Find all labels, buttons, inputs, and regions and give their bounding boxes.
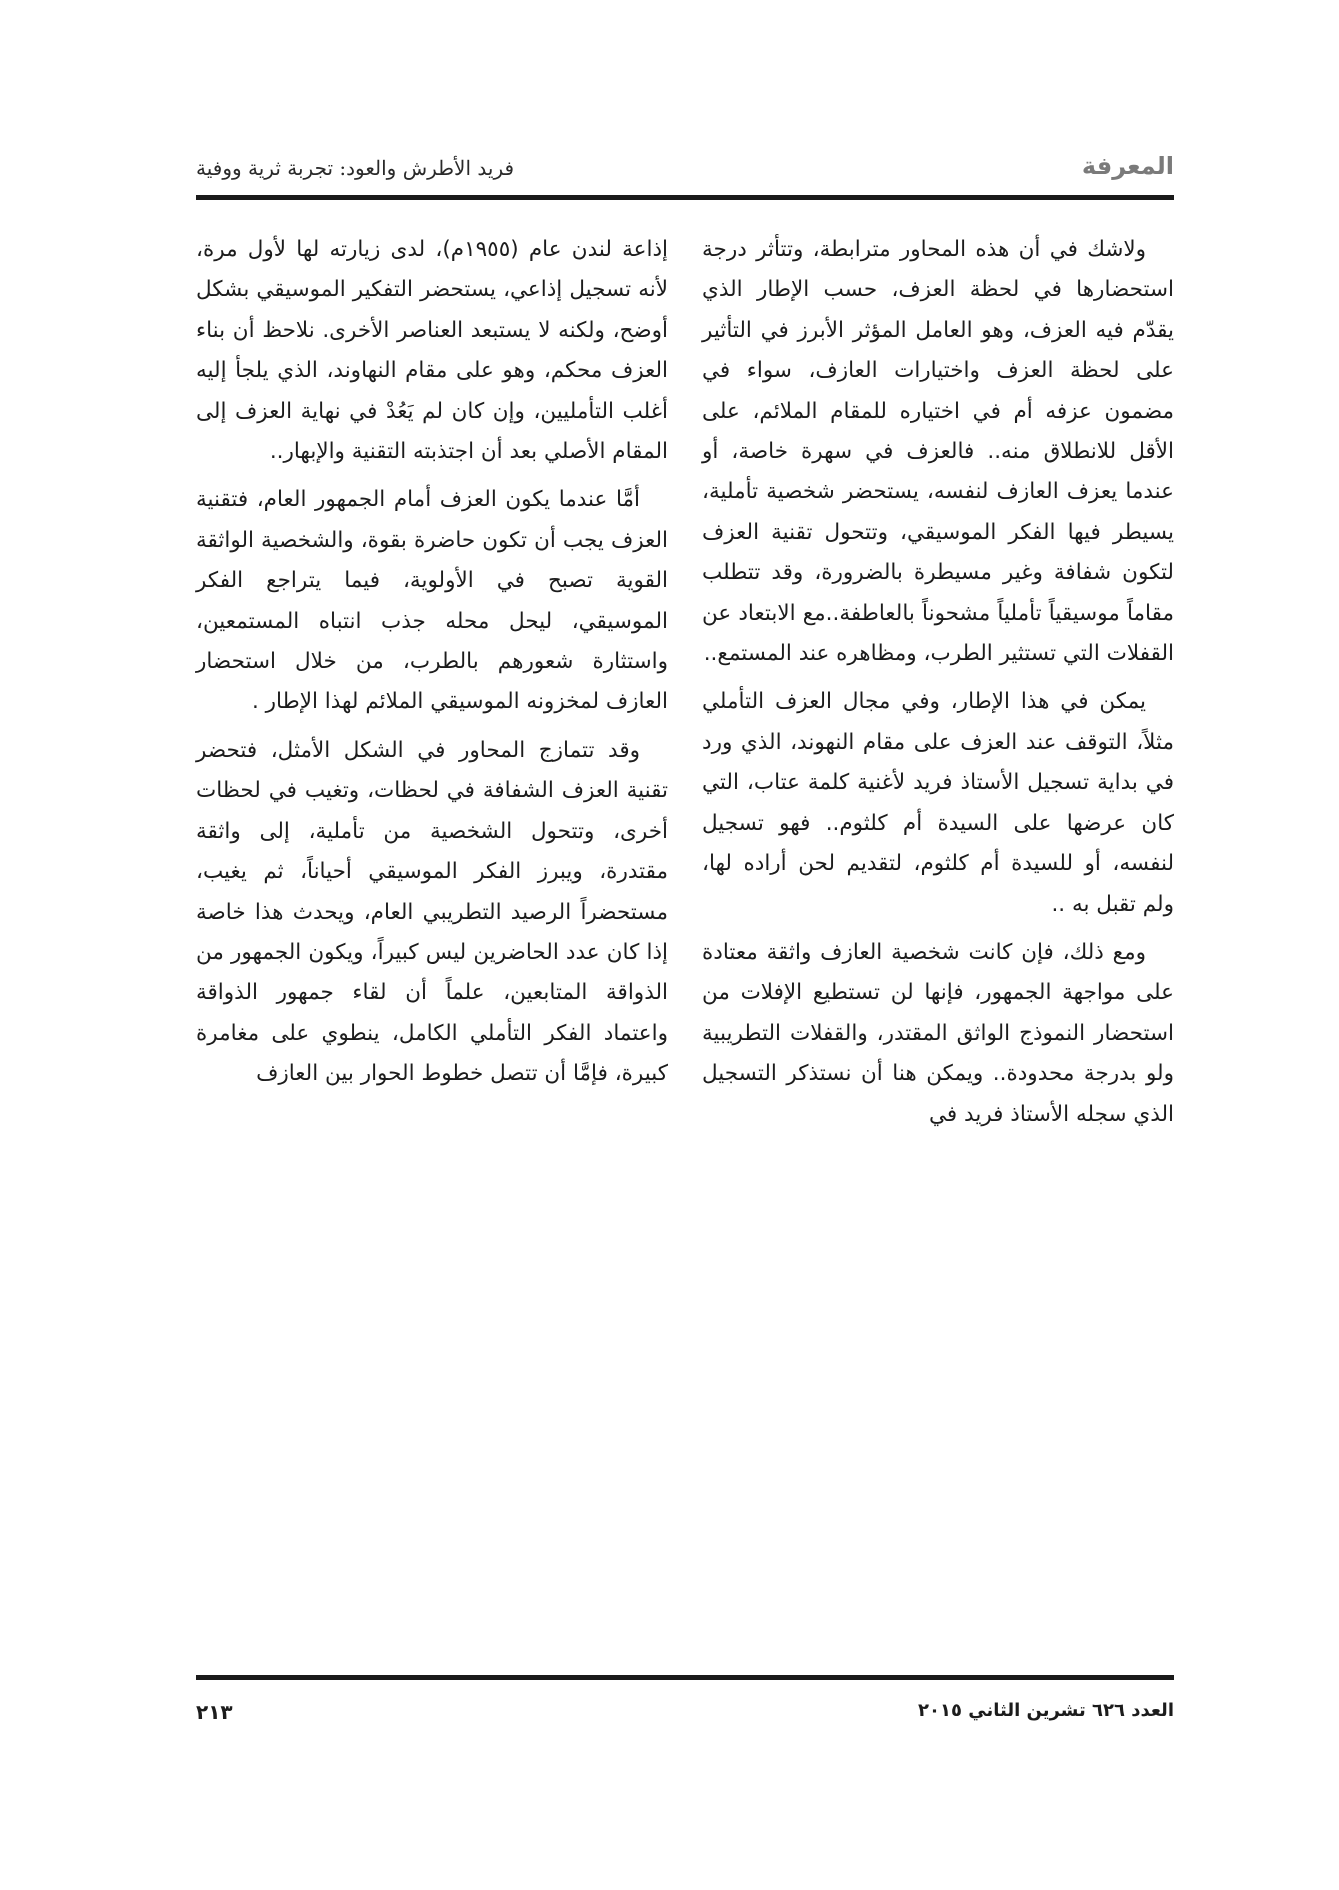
journal-logo: المعرفة	[1081, 152, 1174, 180]
text-column-left	[196, 230, 668, 1103]
text-column-right	[702, 230, 1174, 1143]
paragraph: ومع ذلك، فإن كانت شخصية العازف واثقة معتادة على مواجهة الجمهور، فإنها لن تستطيع الإفلات من استحضار النموذج الواثق المقتدر، والقفلات التطريبية ولو بدرجة محدودة.. ويمكن هنا أن نستذكر التسجيل الذي سجله الأستاذ فريد في	[702, 939, 1174, 1127]
issue-info: العدد ٦٢٦ تشرين الثاني ٢٠١٥	[918, 1700, 1174, 1721]
paragraph: وقد تتمازج المحاور في الشكل الأمثل، فتحضر تقنية العزف الشفافة في لحظات، وتغيب في لحظات أخرى، وتتحول الشخصية من تأملية، إلى واثقة مقتدرة، ويبرز الفكر الموسيقي أحياناً، ثم يغيب، مستحضراً الرصيد التطريبي العام، ويحدث هذا خاصة إذا كان عدد الحاضرين ليس كبيراً، ويكون الجمهور من الذواقة المتابعين، علماً أن لقاء جمهور الذواقة واعتماد الفكر التأملي الكامل، ينطوي على مغامرة كبيرة، فإمَّا أن تتصل خطوط الحوار بين العازف	[196, 737, 668, 1087]
page-footer	[196, 1700, 1174, 1730]
paragraph: يمكن في هذا الإطار، وفي مجال العزف التأملي مثلاً، التوقف عند العزف على مقام النهوند، الذي ورد في بداية تسجيل الأستاذ فريد لأغنية كلمة عتاب، التي كان عرضها على السيدة أم كلثوم.. فهو تسجيل لنفسه، أو للسيدة أم كلثوم، لتقديم لحن أراده لها، ولم تقبل به ..	[702, 689, 1174, 917]
paragraph: أمَّا عندما يكون العزف أمام الجمهور العام، فتقنية العزف يجب أن تكون حاضرة بقوة، والشخصية الواثقة القوية تصبح في الأولوية، فيما يتراجع الفكر الموسيقي، ليحل محله جذب انتباه المستمعين، واستثارة شعورهم بالطرب، من خلال استحضار العازف لمخزونه الموسيقي الملائم لهذا الإطار .	[196, 487, 668, 715]
paragraph: ولاشك في أن هذه المحاور مترابطة، وتتأثر درجة استحضارها في لحظة العزف، حسب الإطار الذي يقدّم فيه العزف، وهو العامل المؤثر الأبرز في التأثير على لحظة العزف واختيارات العازف، سواء في مضمون عزفه أم في اختياره للمقام الملائم، على الأقل للانطلاق منه.. فالعزف في سهرة خاصة، أو عندما يعزف العازف لنفسه، يستحضر شخصية تأملية، يسيطر فيها الفكر الموسيقي، وتتحول تقنية العزف لتكون شفافة وغير مسيطرة بالضرورة، وقد تتطلب مقاماً موسيقياً تأملياً مشحوناً بالعاطفة..مع الابتعاد عن القفلات التي تستثير الطرب، ومظاهره عند المستمع..	[702, 237, 1174, 667]
page-number: ٢١٣	[196, 1700, 233, 1724]
page-header	[196, 150, 1174, 194]
paragraph: إذاعة لندن عام (١٩٥٥م)، لدى زيارته لها لأول مرة، لأنه تسجيل إذاعي، يستحضر التفكير الموسيقي بشكل أوضح، ولكنه لا يستبعد العناصر الأخرى. نلاحظ أن بناء العزف محكم، وهو على مقام النهاوند، الذي يلجأ إليه أغلب التأمليين، وإن كان لم يَعُدْ في نهاية العزف إلى المقام الأصلي بعد أن اجتذبته التقنية والإبهار..	[196, 237, 668, 465]
header-rule	[196, 195, 1174, 200]
footer-rule	[196, 1675, 1174, 1680]
running-title: فريد الأطرش والعود: تجربة ثرية ووفية	[196, 156, 515, 180]
